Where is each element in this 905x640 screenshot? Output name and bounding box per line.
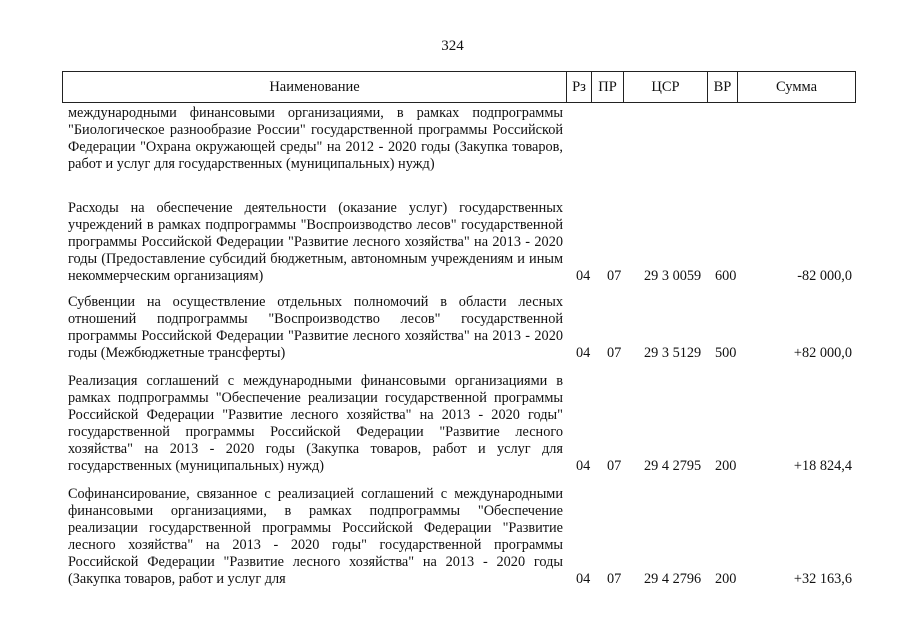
row-csr: 29 4 2796 — [644, 571, 702, 587]
header-pr: ПР — [592, 72, 624, 102]
row-pr: 07 — [607, 458, 622, 474]
row-csr: 29 3 0059 — [644, 268, 702, 284]
header-name: Наименование — [63, 72, 567, 102]
page-number: 324 — [441, 38, 464, 54]
row-sum: +82 000,0 — [793, 345, 852, 361]
row-sum: +32 163,6 — [793, 571, 852, 587]
row-description: Субвенции на осуществление отдельных полномочий в области лесных отношений подпрограммы "Воспроизводство лесов" государственной программы Российской Федерации "Развитие лесного хозяйства" на 2013 - 2020 годы (Межбюджетные трансферты) — [68, 294, 563, 361]
row-vr: 600 — [715, 268, 737, 284]
header-rz: Рз — [567, 72, 592, 102]
header-csr: ЦСР — [624, 72, 708, 102]
table-row — [68, 373, 858, 475]
table-row — [68, 105, 858, 173]
row-rz: 04 — [576, 571, 591, 587]
row-pr: 07 — [607, 571, 622, 587]
header-vr: ВР — [708, 72, 738, 102]
table-header — [62, 71, 856, 103]
row-description: международными финансовыми организациями, в рамках подпрограммы "Биологическое разнообразие России" государственной программы Российской Федерации "Охрана окружающей среды" на 2012 - 2020 годы (Закупка товаров, работ и услуг для государственных (муниципальных) нужд) — [68, 105, 563, 172]
row-pr: 07 — [607, 268, 622, 284]
row-csr: 29 3 5129 — [644, 345, 702, 361]
table-row — [68, 486, 858, 588]
row-vr: 500 — [715, 345, 737, 361]
table-row — [68, 200, 858, 285]
row-sum: +18 824,4 — [793, 458, 852, 474]
row-vr: 200 — [715, 571, 737, 587]
header-sum: Сумма — [775, 78, 818, 95]
row-description: Расходы на обеспечение деятельности (оказание услуг) государственных учреждений в рамках подпрограммы "Воспроизводство лесов" государственной программы Российской Федерации "Развитие лесного хозяйства" на 2013 - 2020 годы (Предоставление субсидий бюджетным, автономным учреждениям и иным некоммерческим организациям) — [68, 200, 563, 284]
row-sum: -82 000,0 — [797, 268, 852, 284]
row-description: Софинансирование, связанное с реализацией соглашений с международными финансовыми организациями, в рамках подпрограммы "Обеспечение реализации государственной программы Российской Федерации "Развитие лесного хозяйства" на 2013 - 2020 годы" государственной программы Российской Федерации "Развитие лесного хозяйства" на 2013 - 2020 годы (Закупка товаров, работ и услуг для — [68, 486, 563, 587]
row-rz: 04 — [576, 458, 591, 474]
row-rz: 04 — [576, 345, 591, 361]
row-csr: 29 4 2795 — [644, 458, 702, 474]
row-rz: 04 — [576, 268, 591, 284]
row-pr: 07 — [607, 345, 622, 361]
row-description: Реализация соглашений с международными финансовыми организациями в рамках подпрограммы "Обеспечение реализации государственной программы Российской Федерации "Развитие лесного хозяйства" на 2013 - 2020 годы" государственной программы Российской Федерации "Развитие лесного хозяйства" на 2013 - 2020 годы (Закупка товаров, работ и услуг для государственных (муниципальных) нужд) — [68, 373, 563, 474]
row-vr: 200 — [715, 458, 737, 474]
table-row — [68, 294, 858, 362]
